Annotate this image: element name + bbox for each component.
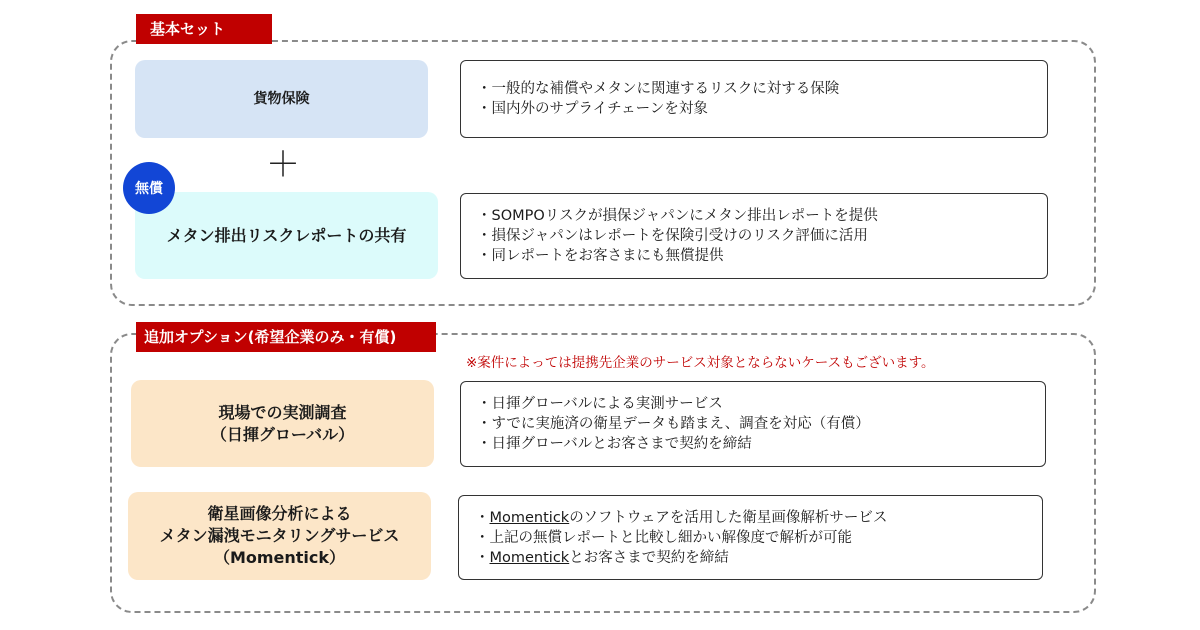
- desc-line: ・SOMPOリスクが損保ジャパンにメタン排出レポートを提供: [477, 208, 878, 224]
- desc-rest: とお客さまで契約を締結: [569, 549, 729, 566]
- methane-report-description: [460, 193, 1048, 279]
- satellite-label-line: 衛星画像分析による: [207, 504, 352, 523]
- free-badge: 無償: [123, 162, 175, 214]
- methane-report-box: [135, 192, 438, 279]
- desc-line: ・損保ジャパンはレポートを保険引受けのリスク評価に活用: [477, 228, 868, 244]
- desc-prefix: ・: [475, 509, 490, 526]
- desc-line: [475, 548, 1026, 568]
- satellite-monitoring-description: [458, 495, 1043, 580]
- desc-rest: のソフトウェアを活用した衛星画像解析サービス: [569, 509, 888, 526]
- desc-line: ・一般的な補償やメタンに関連するリスクに対する保険: [477, 81, 840, 97]
- field-survey-description: [460, 381, 1046, 467]
- field-survey-box: [131, 380, 434, 467]
- desc-line: [475, 528, 1026, 548]
- basic-set-tag: 基本セット: [136, 14, 272, 44]
- satellite-label-line: メタン漏洩モニタリングサービス: [159, 526, 400, 545]
- optional-tag: 追加オプション(希望企業のみ・有償): [136, 322, 436, 352]
- field-survey-label-line: 現場での実測調査: [218, 402, 347, 422]
- desc-line: ・すでに実施済の衛星データも踏まえ、調査を対応（有償）: [477, 416, 870, 432]
- desc-line: ・日揮グローバルによる実測サービス: [477, 396, 723, 412]
- desc-prefix: ・上記の無償レポートと比較し細かい解像度で解析が可能: [475, 529, 852, 546]
- desc-line: ・国内外のサプライチェーンを対象: [477, 101, 708, 117]
- desc-line: ・同レポートをお客さまにも無償提供: [477, 248, 724, 264]
- satellite-label-line: （Momentick）: [213, 548, 346, 567]
- satellite-monitoring-box: [128, 492, 431, 580]
- field-survey-label-line: （日揮グローバル）: [210, 424, 355, 444]
- desc-line: ・日揮グローバルとお客さまで契約を締結: [477, 436, 752, 452]
- cargo-insurance-box: [135, 60, 428, 138]
- desc-line: [475, 508, 1026, 528]
- cargo-insurance-description: [460, 60, 1048, 138]
- cargo-insurance-label: 貨物保険: [253, 91, 310, 107]
- momentick-link: Momentick: [489, 509, 570, 526]
- momentick-link: Momentick: [489, 549, 570, 566]
- desc-prefix: ・: [475, 549, 490, 566]
- disclaimer-note: ※案件によっては提携先企業のサービス対象とならないケースもございます。: [466, 355, 935, 371]
- plus-icon: ＋: [266, 145, 300, 185]
- methane-report-label: メタン排出リスクレポートの共有: [166, 225, 407, 245]
